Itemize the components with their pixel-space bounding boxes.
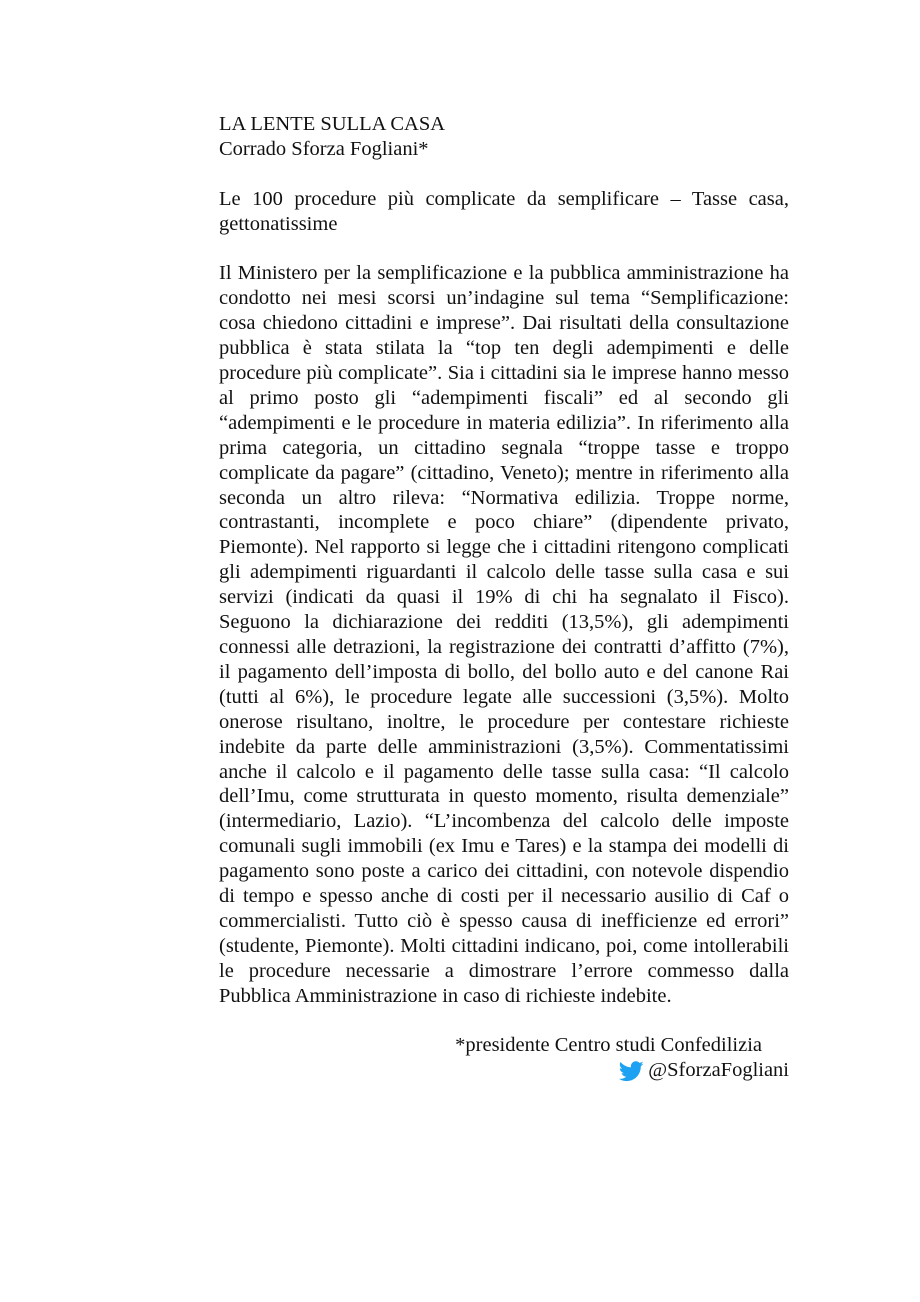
twitter-handle: @SforzaFogliani bbox=[648, 1059, 789, 1082]
column-title: LA LENTE SULLA CASA bbox=[219, 113, 446, 135]
author-footer bbox=[219, 1033, 789, 1083]
article-headline: Le 100 procedure più complicate da semplificare – Tasse casa, gettonatissime bbox=[219, 187, 789, 235]
author-name: Corrado Sforza Fogliani* bbox=[219, 137, 429, 160]
twitter-bird-icon bbox=[619, 1061, 644, 1082]
document-page bbox=[219, 112, 789, 1083]
twitter-handle-line bbox=[219, 1058, 789, 1083]
column-header bbox=[219, 112, 789, 162]
article-body: Il Ministero per la semplificazione e la pubblica amministrazione ha condotto nei mesi scorsi un’indagine sul tema “Semplificazione: cosa chiedono cittadini e imprese”. Dai risultati della consultazione pubblica è stata stilata la “top ten degli adempimenti e delle procedure più complicate”. Sia i cittadini sia le imprese hanno messo al primo posto gli “adempimenti fiscali” ed al secondo gli “adempimenti e le procedure in materia edilizia”. In riferimento alla prima categoria, un cittadino segnala “troppe tasse e troppo complicate da pagare” (cittadino, Veneto); mentre in riferimento alla seconda un altro rileva: “Normativa edilizia. Troppe norme, contrastanti, incomplete e poco chiare” (dipendente privato, Piemonte). Nel rapporto si legge che i cittadini ritengono complicati gli adempimenti riguardanti il calcolo delle tasse sulla casa e sui servizi (indicati da quasi il 19% di chi ha segnalato il Fisco). Seguono la dichiarazione dei redditi (13,5%), gli adempimenti connessi alle detrazioni, la registrazione dei contratti d’affitto (7%), il pagamento dell’imposta di bollo, del bollo auto e del canone Rai (tutti al 6%), le procedure legate alle successioni (3,5%). Molto onerose risultano, inoltre, le procedure per contestare richieste indebite da parte delle amministrazioni (3,5%). Commentatissimi anche il calcolo e il pagamento delle tasse sulla casa: “Il calcolo dell’Imu, come strutturata in questo momento, risulta demenziale” (intermediario, Lazio). “L’incombenza del calcolo delle imposte comunali sugli immobili (ex Imu e Tares) e la stampa dei modelli di pagamento sono poste a carico dei cittadini, con notevole dispendio di tempo e spesso anche di costi per il necessario ausilio di Caf o commercialisti. Tutto ciò è spesso causa di inefficienze ed errori” (studente, Piemonte). Molti cittadini indicano, poi, come intollerabili le procedure necessarie a dimostrare l’errore commesso dalla Pubblica Amministrazione in caso di richieste indebite. bbox=[219, 262, 789, 1007]
author-affiliation: *presidente Centro studi Confedilizia bbox=[455, 1034, 762, 1057]
